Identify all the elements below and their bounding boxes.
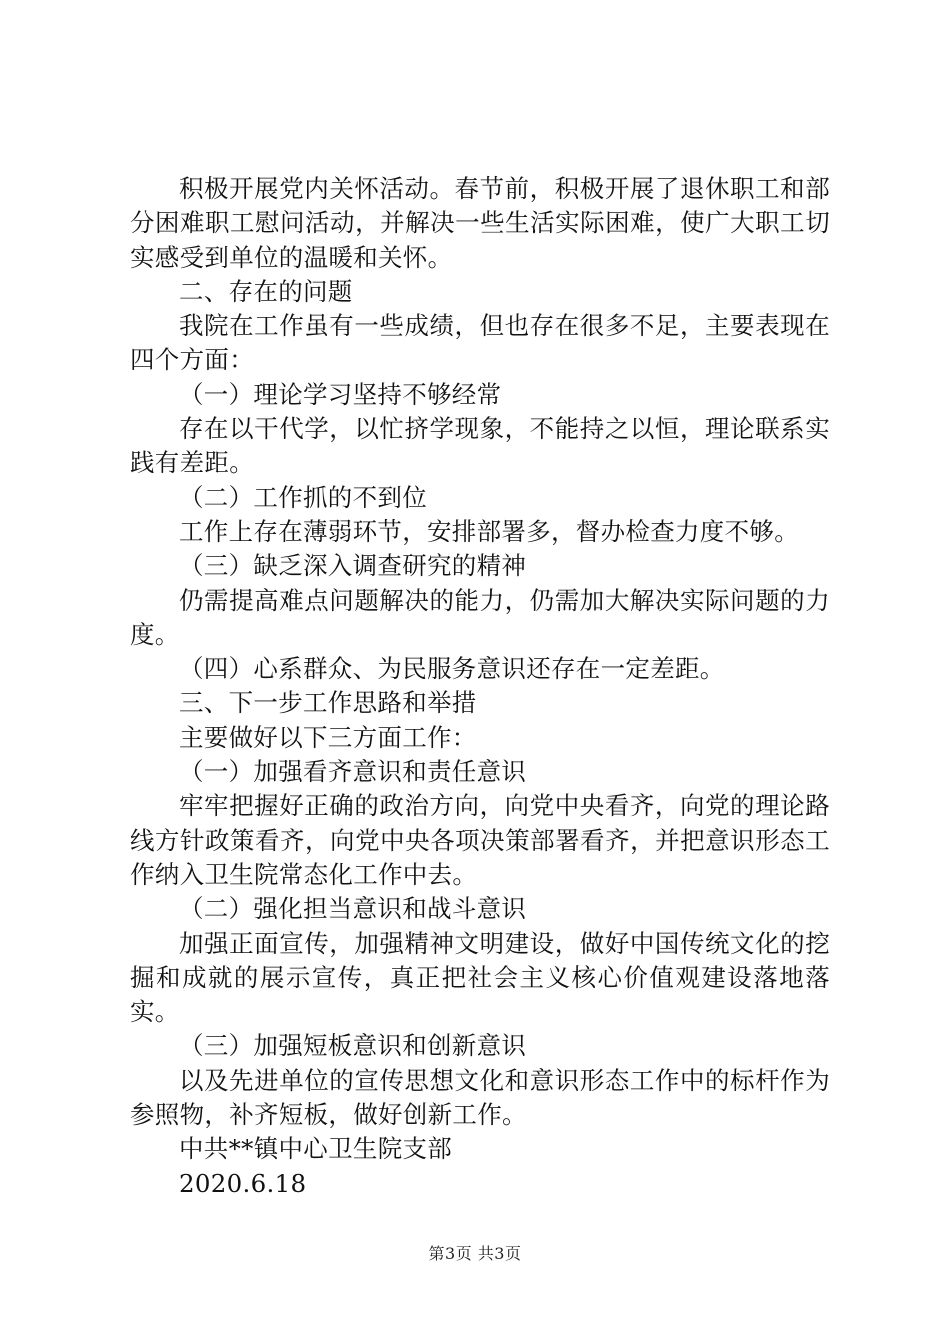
- paragraph-care-activities: 积极开展党内关怀活动。春节前，积极开展了退休职工和部分困难职工慰问活动，并解决一些生活实际困难，使广大职工切实感受到单位的温暖和关怀。: [130, 174, 830, 272]
- paragraph-alignment-responsibility: 牢牢把握好正确的政治方向，向党中央看齐，向党的理论路线方针政策看齐，向党中央各项决策部署看齐，并把意识形态工作纳入卫生院常态化工作中去。: [130, 791, 830, 889]
- signature-organization: 中共**镇中心卫生院支部: [179, 1134, 453, 1164]
- subheading-shortcomings-innovation: （三）加强短板意识和创新意识: [179, 1031, 527, 1061]
- page-footer: 第3页 共3页: [428, 1244, 522, 1263]
- paragraph-work-implementation: 工作上存在薄弱环节，安排部署多，督办检查力度不够。: [179, 516, 799, 546]
- paragraph-next-steps-intro: 主要做好以下三方面工作：: [179, 722, 477, 752]
- subheading-work-implementation: （二）工作抓的不到位: [179, 482, 427, 512]
- paragraph-problems-intro: 我院在工作虽有一些成绩，但也存在很多不足，主要表现在四个方面：: [130, 311, 830, 375]
- paragraph-shortcomings-innovation: 以及先进单位的宣传思想文化和意识形态工作中的标杆作为参照物，补齐短板，做好创新工作。: [130, 1065, 830, 1130]
- subheading-commitment-fighting: （二）强化担当意识和战斗意识: [179, 894, 527, 924]
- section-heading-problems: 二、存在的问题: [179, 276, 353, 306]
- signature-date: 2020.6.18: [179, 1168, 307, 1198]
- subheading-alignment-responsibility: （一）加强看齐意识和责任意识: [179, 757, 527, 787]
- section-heading-next-steps: 三、下一步工作思路和举措: [179, 688, 477, 718]
- subheading-research-spirit: （三）缺乏深入调查研究的精神: [179, 551, 527, 581]
- subheading-theory-study: （一）理论学习坚持不够经常: [179, 379, 502, 409]
- paragraph-commitment-fighting: 加强正面宣传，加强精神文明建设，做好中国传统文化的挖掘和成就的展示宣传，真正把社会主义核心价值观建设落地落实。: [130, 928, 830, 1027]
- subheading-service-awareness: （四）心系群众、为民服务意识还存在一定差距。: [179, 654, 725, 684]
- paragraph-theory-study: 存在以干代学，以忙挤学现象，不能持之以恒，理论联系实践有差距。: [130, 414, 830, 478]
- paragraph-research-spirit: 仍需提高难点问题解决的能力，仍需加大解决实际问题的力度。: [130, 585, 830, 649]
- document-body: [130, 172, 830, 1201]
